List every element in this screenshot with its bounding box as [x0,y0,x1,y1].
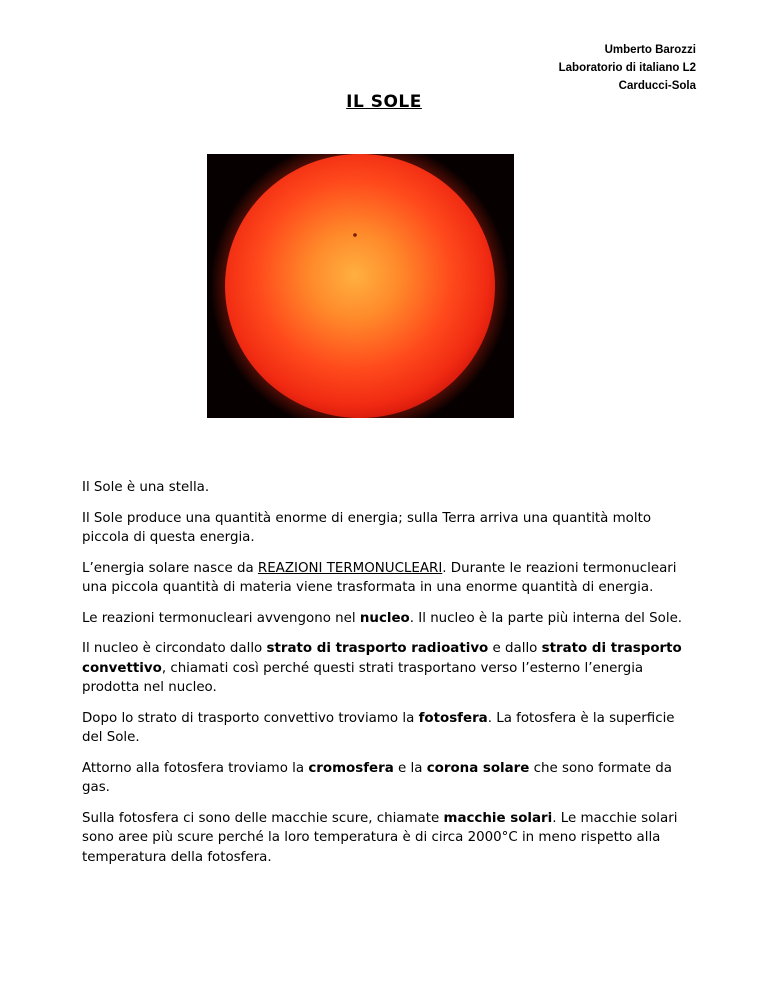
term-macchie-solari: macchie solari [443,810,553,826]
document-body [82,478,694,878]
sun-photo [207,154,514,418]
term-strato-radioativo: strato di trasporto radioativo [266,641,489,656]
school-name: Carducci-Sola [618,80,696,92]
term-nucleo: nucleo [359,610,410,626]
sunspot [353,233,357,237]
term-corona-solare: corona solare [426,760,530,776]
page-title: IL SOLE [346,92,422,112]
sun-image [207,154,514,418]
sun-disk [225,154,495,418]
paragraph-6: Dopo lo strato di trasporto convettivo troviamo la fotosfera. La fotosfera è la superficie del Sole. [82,710,675,745]
paragraph-8: Sulla fotosfera ci sono delle macchie scure, chiamate macchie solari. Le macchie solari sono aree più scure perché la loro temperatura è di circa 2000°C in meno rispetto alla temperatura della fotosfera. [82,810,678,865]
author-name: Umberto Barozzi [604,44,696,56]
reazioni-termonucleari-underlined: REAZIONI TERMONUCLEARI [257,560,443,576]
paragraph-1: Il Sole è una stella. [82,480,210,495]
course-name: Laboratorio di italiano L2 [558,62,696,74]
term-cromosfera: cromosfera [308,760,394,776]
paragraph-7: Attorno alla fotosfera troviamo la cromosfera e la corona solare che sono formate da gas. [82,760,672,795]
paragraph-5: Il nucleo è circondato dallo strato di trasporto radioativo e dallo strato di trasporto convettivo, chiamati così perché questi strati trasportano verso l’esterno l’energia prodotta nel nucleo. [82,641,682,695]
term-strato-convettivo: strato di trasporto convettivo [82,641,682,676]
paragraph-4: Le reazioni termonucleari avvengono nel nucleo. Il nucleo è la parte più interna del Sole. [82,610,683,626]
document-header [559,41,696,95]
paragraph-2: Il Sole produce una quantità enorme di energia; sulla Terra arriva una quantità molto piccola di questa energia. [82,510,652,545]
term-fotosfera: fotosfera [418,710,488,726]
paragraph-3: L’energia solare nasce da REAZIONI TERMONUCLEARI. Durante le reazioni termonucleari una piccola quantità di materia viene trasformata in una enorme quantità di energia. [82,560,677,595]
